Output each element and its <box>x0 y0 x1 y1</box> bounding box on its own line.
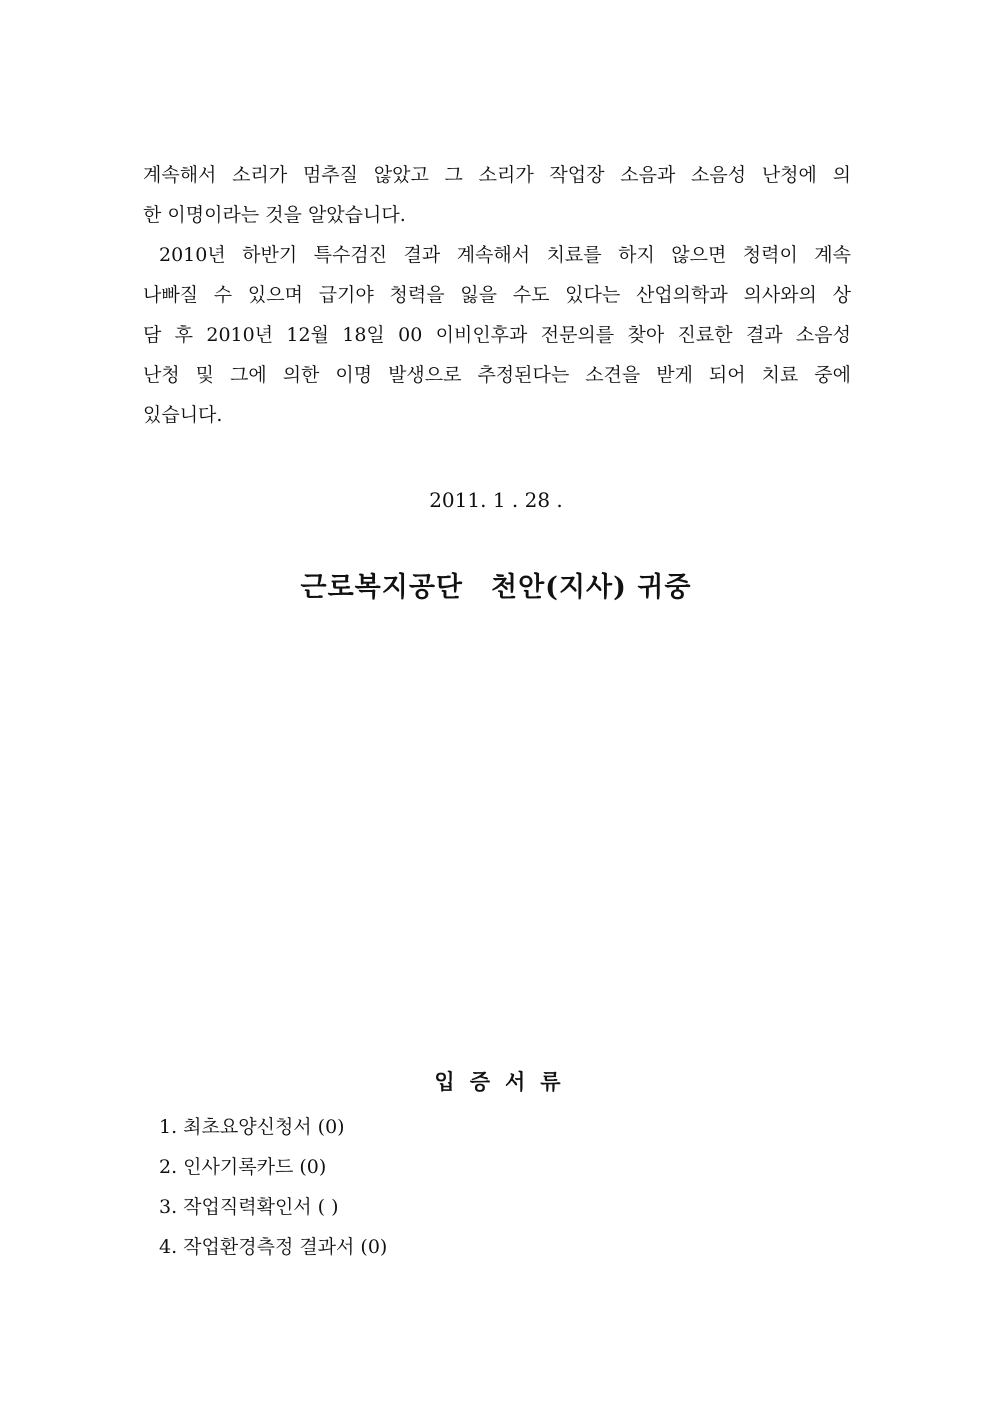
body-line: 나빠질 수 있으며 급기야 청력을 잃을 수도 있다는 산업의학과 의사와의 상 <box>143 284 851 306</box>
document-date: 2011. 1 . 28 . <box>429 488 563 512</box>
attachments-list <box>159 1107 387 1267</box>
attachments-title: 입증서류 <box>434 1069 576 1094</box>
attachment-item: 3. 작업직력확인서 ( ) <box>159 1196 339 1218</box>
body-line: 계속해서 소리가 멈추질 않았고 그 소리가 작업장 소음과 소음성 난청에 의 <box>143 164 851 186</box>
attachment-item: 2. 인사기록카드 (0) <box>159 1156 327 1178</box>
recipient <box>0 566 992 610</box>
body-line: 2010년 하반기 특수검진 결과 계속해서 치료를 하지 않으면 청력이 계속 <box>159 244 851 266</box>
body-line: 난청 및 그에 의한 이명 발생으로 추정된다는 소견을 받게 되어 치료 중에 <box>143 364 851 386</box>
body-paragraphs <box>143 155 851 435</box>
recipient-org: 근로복지공단 <box>300 572 464 603</box>
recipient-branch: 천안(지사) 귀중 <box>491 572 692 603</box>
attachment-item: 4. 작업환경측정 결과서 (0) <box>159 1236 388 1258</box>
body-line: 한 이명이라는 것을 알았습니다. <box>143 204 406 226</box>
body-line: 담 후 2010년 12월 18일 00 이비인후과 전문의를 찾아 진료한 결과 소음성 <box>143 324 851 346</box>
attachment-item: 1. 최초요양신청서 (0) <box>159 1116 345 1138</box>
body-line: 있습니다. <box>143 404 223 426</box>
